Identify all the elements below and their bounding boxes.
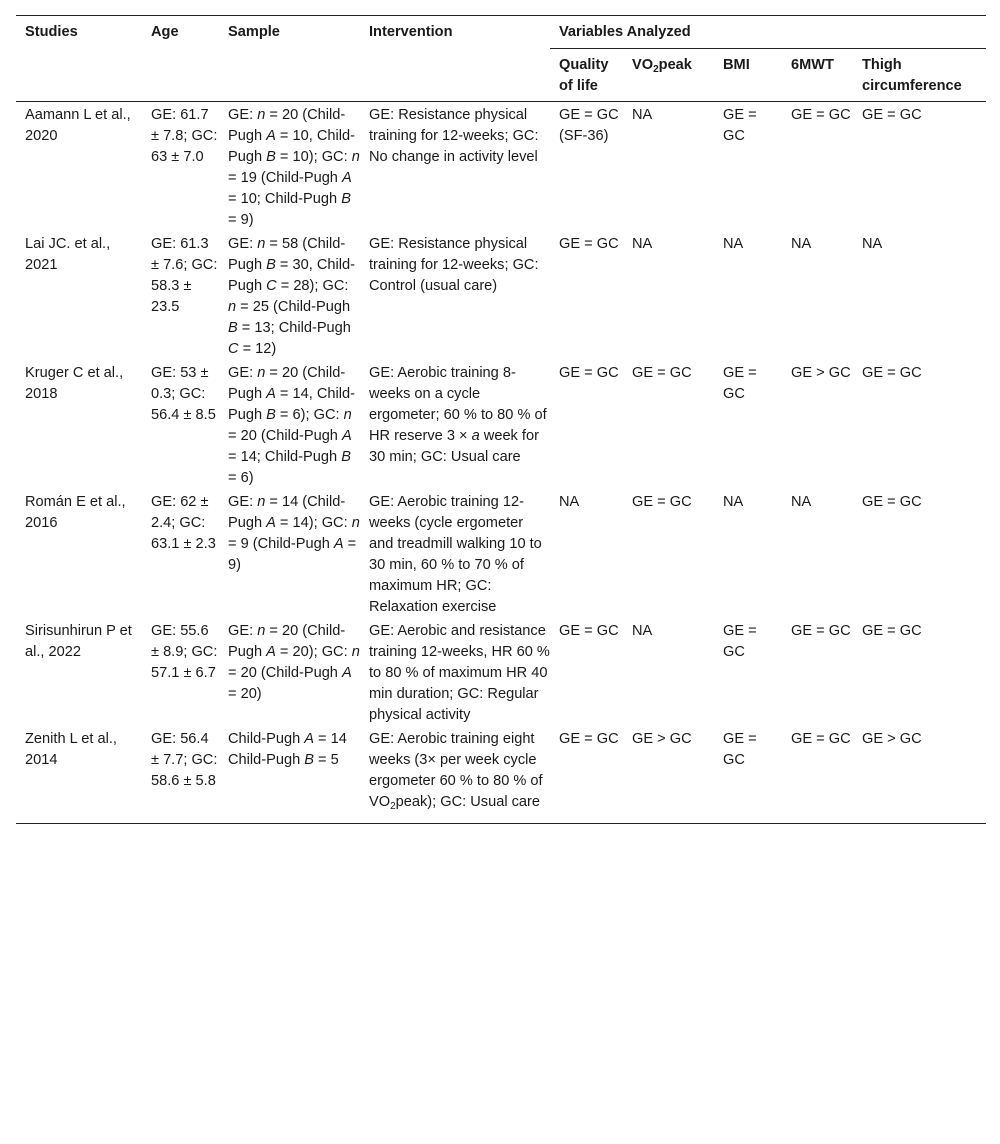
cell-study: Kruger C et al., 2018 (25, 365, 124, 402)
cell-age: GE: 53 ± 0.3; GC: 56.4 ± 8.5 (151, 365, 216, 423)
table-row (16, 360, 986, 489)
cell-thigh-circumference: GE = GC (862, 107, 922, 123)
header-bmi: BMI (723, 57, 750, 73)
cell-bmi: GE = GC (723, 623, 757, 660)
cell-thigh-circumference: GE > GC (862, 731, 922, 747)
cell-6mwt: GE > GC (791, 365, 851, 381)
cell-quality-of-life: GE = GC (559, 731, 619, 747)
cell-quality-of-life: GE = GC (559, 623, 619, 639)
cell-vo2peak: GE = GC (632, 494, 692, 510)
cell-thigh-circumference: GE = GC (862, 494, 922, 510)
cell-intervention: GE: Aerobic training 8-weeks on a cycle ergometer; 60 % to 80 % of HR reserve 3 × a week for 30 min; GC: Usual care (369, 365, 547, 465)
header-vo2peak: $VO_2peak$ (632, 57, 692, 75)
cell-vo2peak: NA (632, 623, 653, 639)
cell-study: Lai JC. et al., 2021 (25, 236, 111, 273)
table-body (16, 102, 986, 824)
cell-age: GE: 61.7 ± 7.8; GC: 63 ± 7.0 (151, 107, 218, 165)
cell-age: GE: 56.4 ± 7.7; GC: 58.6 ± 5.8 (151, 731, 218, 789)
table-row (16, 489, 986, 618)
cell-vo2peak: GE > GC (632, 731, 692, 747)
cell-sample: GE: n = 20 (Child-Pugh A = 14, Child-Pugh B = 6); GC: n = 20 (Child-Pugh A = 14; Child-Pugh B = 6) (228, 365, 355, 486)
cell-sample: GE: n = 14 (Child-Pugh A = 14); GC: n = 9 (Child-Pugh A = 9) (228, 494, 360, 573)
table-row (16, 231, 986, 360)
cell-study: Román E et al., 2016 (25, 494, 126, 531)
header-quality-of-life: Quality of life (559, 57, 609, 94)
table-row (16, 102, 986, 232)
header-age: Age (151, 24, 179, 40)
table-row (16, 726, 986, 824)
cell-vo2peak: NA (632, 107, 653, 123)
cell-6mwt: GE = GC (791, 107, 851, 123)
cell-6mwt: NA (791, 236, 812, 252)
cell-bmi: GE = GC (723, 107, 757, 144)
cell-thigh-circumference: GE = GC (862, 365, 922, 381)
cell-bmi: GE = GC (723, 731, 757, 768)
header-sample: Sample (228, 24, 280, 40)
cell-sample: GE: n = 58 (Child-Pugh B = 30, Child-Pugh C = 28); GC: n = 25 (Child-Pugh B = 13; Child-Pugh C = 12) (228, 236, 355, 357)
table-row (16, 618, 986, 726)
header-studies: Studies (25, 24, 78, 40)
cell-sample: Child-Pugh A = 14 Child-Pugh B = 5 (228, 731, 347, 768)
cell-quality-of-life: GE = GC (559, 236, 619, 252)
cell-age: GE: 55.6 ± 8.9; GC: 57.1 ± 6.7 (151, 623, 218, 681)
cell-sample: GE: n = 20 (Child-Pugh A = 10, Child-Pugh B = 10); GC: n = 19 (Child-Pugh A = 10; Child-Pugh B = 9) (228, 107, 360, 228)
cell-bmi: NA (723, 236, 744, 252)
cell-quality-of-life: GE = GC (559, 365, 619, 381)
cell-intervention: GE: Aerobic training eight weeks (3× per week cycle ergometer 60 % to 80 % of $VO_2peak$); GC: Usual care (369, 731, 543, 812)
header-variables-analyzed: Variables Analyzed (550, 16, 986, 49)
cell-quality-of-life: NA (559, 494, 580, 510)
cell-bmi: GE = GC (723, 365, 757, 402)
cell-study: Aamann L et al., 2020 (25, 107, 131, 144)
cell-vo2peak: GE = GC (632, 365, 692, 381)
cell-quality-of-life: GE = GC (SF-36) (559, 107, 619, 144)
cell-study: Sirisunhirun P et al., 2022 (25, 623, 132, 660)
cell-6mwt: GE = GC (791, 731, 851, 747)
cell-6mwt: GE = GC (791, 623, 851, 639)
cell-age: GE: 62 ± 2.4; GC: 63.1 ± 2.3 (151, 494, 216, 552)
cell-thigh-circumference: NA (862, 236, 883, 252)
header-6mwt: 6MWT (791, 57, 834, 73)
cell-bmi: NA (723, 494, 744, 510)
cell-intervention: GE: Resistance physical training for 12-weeks; GC: Control (usual care) (369, 236, 539, 294)
cell-study: Zenith L et al., 2014 (25, 731, 117, 768)
cell-6mwt: NA (791, 494, 812, 510)
header-thigh-circumference: Thigh circumference (862, 57, 962, 94)
cell-intervention: GE: Resistance physical training for 12-weeks; GC: No change in activity level (369, 107, 539, 165)
cell-thigh-circumference: GE = GC (862, 623, 922, 639)
cell-age: GE: 61.3 ± 7.6; GC: 58.3 ± 23.5 (151, 236, 218, 315)
cell-intervention: GE: Aerobic and resistance training 12-weeks, HR 60 % to 80 % of maximum HR 40 min duration; GC: Regular physical activity (369, 623, 550, 723)
studies-table (16, 15, 986, 824)
cell-sample: GE: n = 20 (Child-Pugh A = 20); GC: n = 20 (Child-Pugh A = 20) (228, 623, 360, 702)
header-intervention: Intervention (369, 24, 453, 40)
cell-intervention: GE: Aerobic training 12-weeks (cycle ergometer and treadmill walking 10 to 30 min, 60 % to 70 % of maximum HR; GC: Relaxation exercise (369, 494, 542, 615)
cell-vo2peak: NA (632, 236, 653, 252)
